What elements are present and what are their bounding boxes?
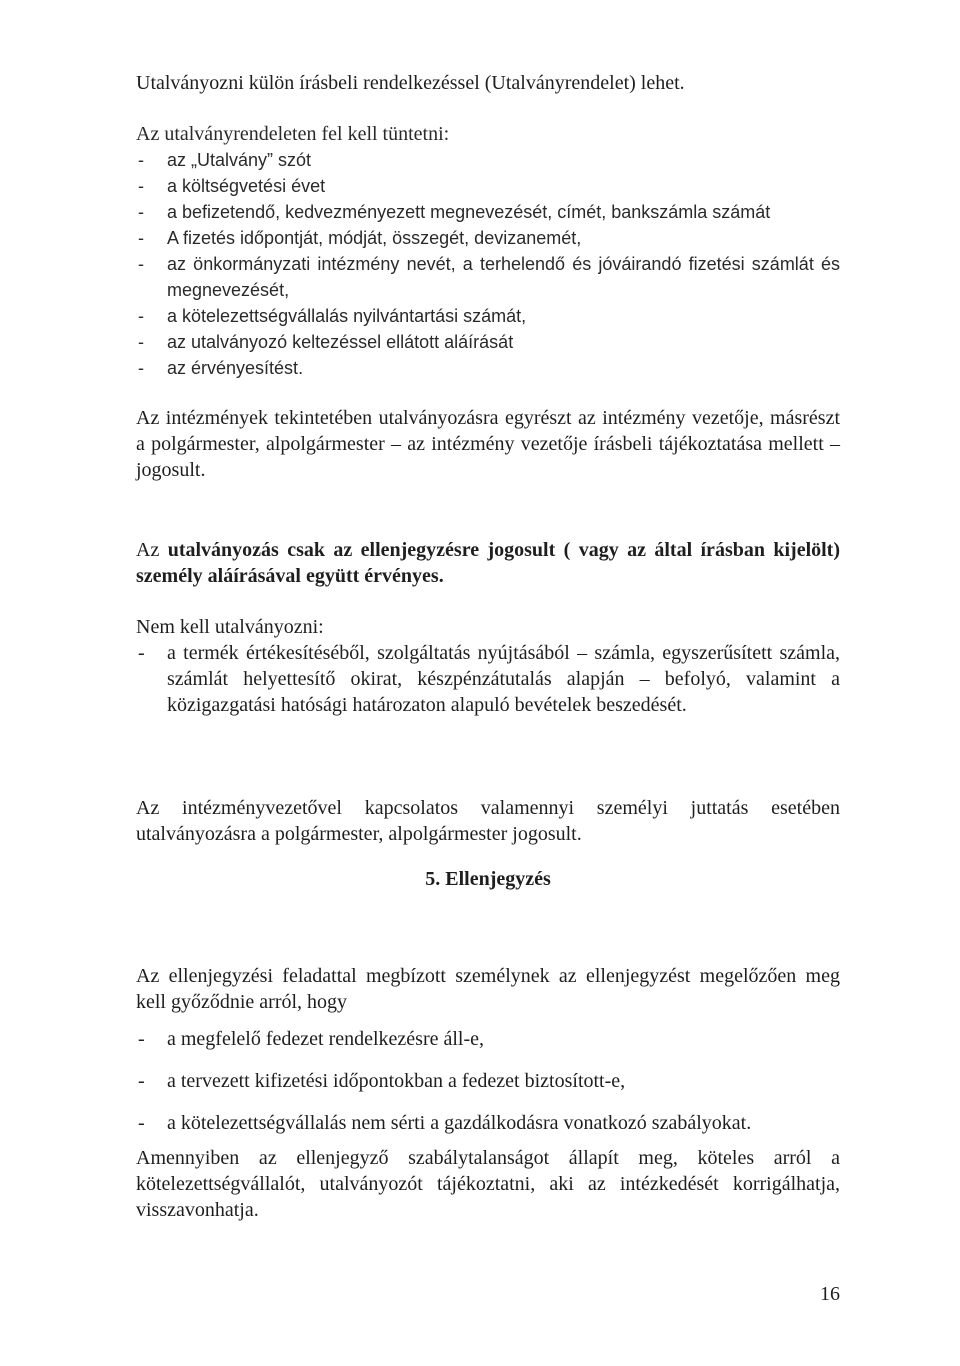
paragraph-jogosultak: Az intézmények tekintetében utalványozásra egyrészt az intézmény vezetője, másrészt a polgármester, alpolgármester – az intézmény vezetője írásbeli tájékoztatása mellett – jogosult. xyxy=(136,407,840,481)
list-item: - az „Utalvány” szót xyxy=(136,147,840,173)
list-lead: Az utalványrendeleten fel kell tüntetni: xyxy=(136,123,450,145)
list-item: - a termék értékesítéséből, szolgáltatás nyújtásából – számla, egyszerűsített számla, számlát helyettesítő okirat, készpénzátutalás alapján – befolyó, valamint a közigazgatási hatósági határozaton alapuló bevételek beszedését. xyxy=(136,640,840,718)
list-item: - a megfelelő fedezet rendelkezésre áll-e, xyxy=(136,1026,840,1052)
bold-text: utalványozás csak az ellenjegyzésre jogosult ( vagy az által írásban kijelölt) személy aláírásával együtt érvényes. xyxy=(136,539,841,587)
nem-kell-utalvanyozni-section xyxy=(136,614,840,718)
section-heading: 5. Ellenjegyzés xyxy=(425,868,551,890)
paragraph-utalvanyozas-rendelkezes: Utalványozni külön írásbeli rendelkezéssel (Utalványrendelet) lehet. xyxy=(136,72,685,94)
list-item: - az érvényesítést. xyxy=(136,355,840,381)
page-number: 16 xyxy=(820,1283,840,1305)
list-item: - a költségvetési évet xyxy=(136,173,840,199)
list-item: - A fizetés időpontját, módját, összegét, devizanemét, xyxy=(136,225,840,251)
utalvanyrendelet-requirements xyxy=(136,121,840,381)
list-item: - a kötelezettségvállalás nyilvántartási számát, xyxy=(136,303,840,329)
list-item: - az önkormányzati intézmény nevét, a terhelendő és jóváirandó fizetési számlát és megnevezését, xyxy=(136,251,840,303)
requirements-list xyxy=(136,147,840,381)
paragraph-ellenjegyzes-ervenyes xyxy=(136,537,840,589)
paragraph-ellenjegyzo-feladat: Az ellenjegyzési feladattal megbízott személynek az ellenjegyzést megelőzően meg kell győződnie arról, hogy xyxy=(136,965,840,1013)
list-item: - az utalványozó keltezéssel ellátott aláírását xyxy=(136,329,840,355)
text-span: Az xyxy=(136,539,168,561)
paragraph-szabalytalansag: Amennyiben az ellenjegyző szabálytalanságot állapít meg, köteles arról a kötelezettségvállalót, utalványozót tájékoztatni, aki az intézkedését korrigálhatja, visszavonhatja. xyxy=(136,1147,840,1221)
paragraph-intezmenyvezeto-juttatas: Az intézményvezetővel kapcsolatos valamennyi személyi juttatás esetében utalványozásra a polgármester, alpolgármester jogosult. xyxy=(136,797,840,845)
list-item: - a tervezett kifizetési időpontokban a fedezet biztosított-e, xyxy=(136,1068,840,1094)
list-item: - a kötelezettségvállalás nem sérti a gazdálkodásra vonatkozó szabályokat. xyxy=(136,1110,840,1136)
ellenorzes-list xyxy=(136,1026,840,1152)
list-item: - a befizetendő, kedvezményezett megnevezését, címét, bankszámla számát xyxy=(136,199,840,225)
list-lead: Nem kell utalványozni: xyxy=(136,616,324,638)
exemption-list xyxy=(136,640,840,718)
